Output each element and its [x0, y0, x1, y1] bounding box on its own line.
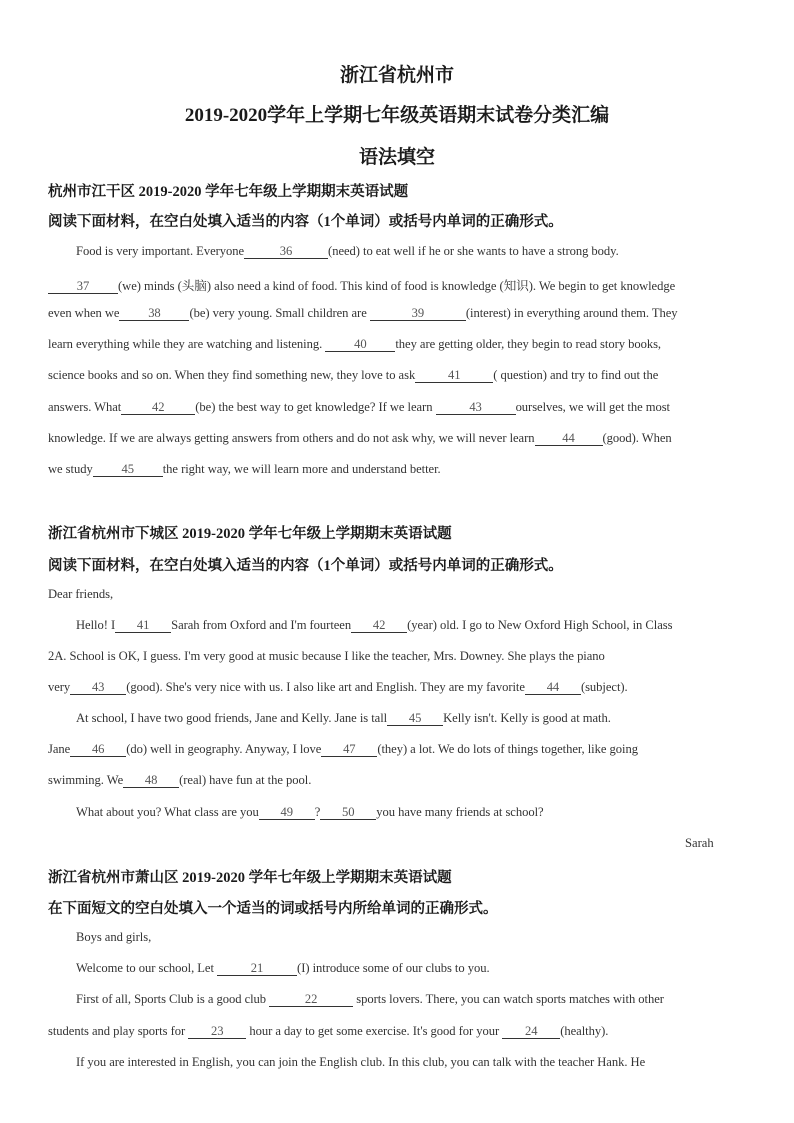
blank-43[interactable]: 43	[70, 681, 126, 695]
text: (they) a lot. We do lots of things together, like going	[377, 742, 638, 756]
text: students and play sports for	[48, 1024, 186, 1038]
text: At school, I have two good friends, Jane and Kelly. Jane is tall	[76, 711, 388, 725]
blank-50[interactable]: 50	[320, 806, 376, 820]
blank-23[interactable]: 23	[188, 1025, 246, 1039]
s1-line	[48, 337, 661, 352]
text: ourselves, we will get the most	[515, 400, 671, 414]
s1-line	[48, 400, 670, 415]
section1-instruction: 阅读下面材料，在空白处填入适当的内容（1个单词）或括号内单词的正确形式。	[48, 214, 563, 230]
text: hour a day to get some exercise. It's good for your	[249, 1024, 500, 1038]
text: Jane	[48, 742, 71, 756]
text: they are getting older, they begin to read story books,	[395, 337, 662, 351]
section2-heading: 浙江省杭州市下城区 2019-2020 学年七年级上学期期末英语试题	[48, 526, 452, 542]
blank-42[interactable]: 42	[121, 401, 195, 415]
blank-46[interactable]: 46	[70, 743, 126, 757]
text: answers. What	[48, 400, 122, 414]
text: ?	[314, 805, 321, 819]
text: (I) introduce some of our clubs to you.	[297, 961, 490, 975]
text: First of all, Sports Club is a good club	[76, 992, 267, 1006]
s2-line	[76, 711, 611, 726]
text: Welcome to our school, Let	[76, 961, 214, 975]
s3-greeting: Boys and girls,	[76, 930, 152, 944]
text: (healthy).	[560, 1024, 609, 1038]
s3-line	[48, 1024, 608, 1039]
s3-line	[76, 992, 664, 1007]
text: (be) the best way to get knowledge? If we learn	[195, 400, 433, 414]
doc-title-topic: 语法填空	[358, 147, 435, 168]
text: (real) have fun at the pool.	[179, 773, 312, 787]
text: (year) old. I go to New Oxford High School, in Class	[407, 618, 673, 632]
text: we study	[48, 462, 93, 476]
section3-heading: 浙江省杭州市萧山区 2019-2020 学年七年级上学期期末英语试题	[48, 870, 452, 886]
text: (be) very young. Small children are	[189, 306, 367, 320]
s3-line: If you are interested in English, you can join the English club. In this club, you can talk with the teacher Hank. He	[76, 1055, 646, 1069]
s1-line	[48, 462, 441, 477]
doc-title-main: 2019-2020学年上学期七年级英语期末试卷分类汇编	[184, 105, 610, 126]
text: knowledge. If we are always getting answers from others and do not ask why, we will never learn	[48, 431, 535, 445]
s2-signature: Sarah	[685, 836, 714, 850]
s2-line	[48, 680, 628, 695]
s1-line	[48, 306, 678, 321]
s1-line	[48, 431, 672, 446]
blank-43[interactable]: 43	[436, 401, 516, 415]
blank-22[interactable]: 22	[269, 993, 353, 1007]
s2-line	[76, 805, 544, 820]
s2-line	[76, 618, 672, 633]
blank-37[interactable]: 37	[48, 280, 118, 294]
text: learn everything while they are watching and listening.	[48, 337, 323, 351]
text: (need) to eat well if he or she wants to have a strong body.	[328, 244, 619, 258]
s1-line	[48, 368, 658, 383]
blank-39[interactable]: 39	[370, 307, 466, 321]
doc-title-region: 浙江省杭州市	[339, 65, 454, 86]
text: (subject).	[580, 680, 628, 694]
s2-greeting: Dear friends,	[48, 587, 114, 601]
text: Food is very important. Everyone	[76, 244, 245, 258]
s2-line: 2A. School is OK, I guess. I'm very good at music because I like the teacher, Mrs. Downey. She plays the piano	[48, 649, 605, 663]
text: ( question) and try to find out the	[493, 368, 659, 382]
blank-41[interactable]: 41	[415, 369, 493, 383]
text: very	[48, 680, 71, 694]
blank-47[interactable]: 47	[321, 743, 377, 757]
text: Kelly isn't. Kelly is good at math.	[443, 711, 611, 725]
s1-line	[76, 244, 619, 259]
blank-40[interactable]: 40	[325, 338, 395, 352]
s1-line	[48, 275, 675, 294]
text: you have many friends at school?	[376, 805, 544, 819]
section2-instruction: 阅读下面材料，在空白处填入适当的内容（1个单词）或括号内单词的正确形式。	[48, 558, 563, 574]
s2-line	[48, 742, 638, 757]
blank-21[interactable]: 21	[217, 962, 297, 976]
blank-48[interactable]: 48	[123, 774, 179, 788]
blank-44[interactable]: 44	[535, 432, 603, 446]
blank-49[interactable]: 49	[259, 806, 315, 820]
text: (good). When	[602, 431, 672, 445]
text: science books and so on. When they find something new, they love to ask	[48, 368, 416, 382]
section3-instruction: 在下面短文的空白处填入一个适当的词或括号内所给单词的正确形式。	[48, 901, 498, 917]
text: Hello! I	[76, 618, 116, 632]
text: Sarah from Oxford and I'm fourteen	[171, 618, 352, 632]
section1-heading: 杭州市江干区 2019-2020 学年七年级上学期期末英语试题	[48, 184, 409, 200]
text: sports lovers. There, you can watch sports matches with other	[356, 992, 664, 1006]
text: What about you? What class are you	[76, 805, 259, 819]
text: (we) minds (头脑) also need a kind of food. This kind of food is knowledge (知识). We begin to get knowledge	[118, 279, 676, 293]
blank-45[interactable]: 45	[93, 463, 163, 477]
blank-41[interactable]: 41	[115, 619, 171, 633]
blank-38[interactable]: 38	[119, 307, 189, 321]
text: (good). She's very nice with us. I also like art and English. They are my favorite	[126, 680, 525, 694]
text: (do) well in geography. Anyway, I love	[126, 742, 322, 756]
text: the right way, we will learn more and understand better.	[162, 462, 441, 476]
text: swimming. We	[48, 773, 124, 787]
text: (interest) in everything around them. They	[465, 306, 678, 320]
s3-line	[76, 961, 490, 976]
blank-42[interactable]: 42	[351, 619, 407, 633]
blank-24[interactable]: 24	[502, 1025, 560, 1039]
blank-45[interactable]: 45	[387, 712, 443, 726]
blank-36[interactable]: 36	[244, 245, 328, 259]
blank-44[interactable]: 44	[525, 681, 581, 695]
text: even when we	[48, 306, 120, 320]
s2-line	[48, 773, 311, 788]
